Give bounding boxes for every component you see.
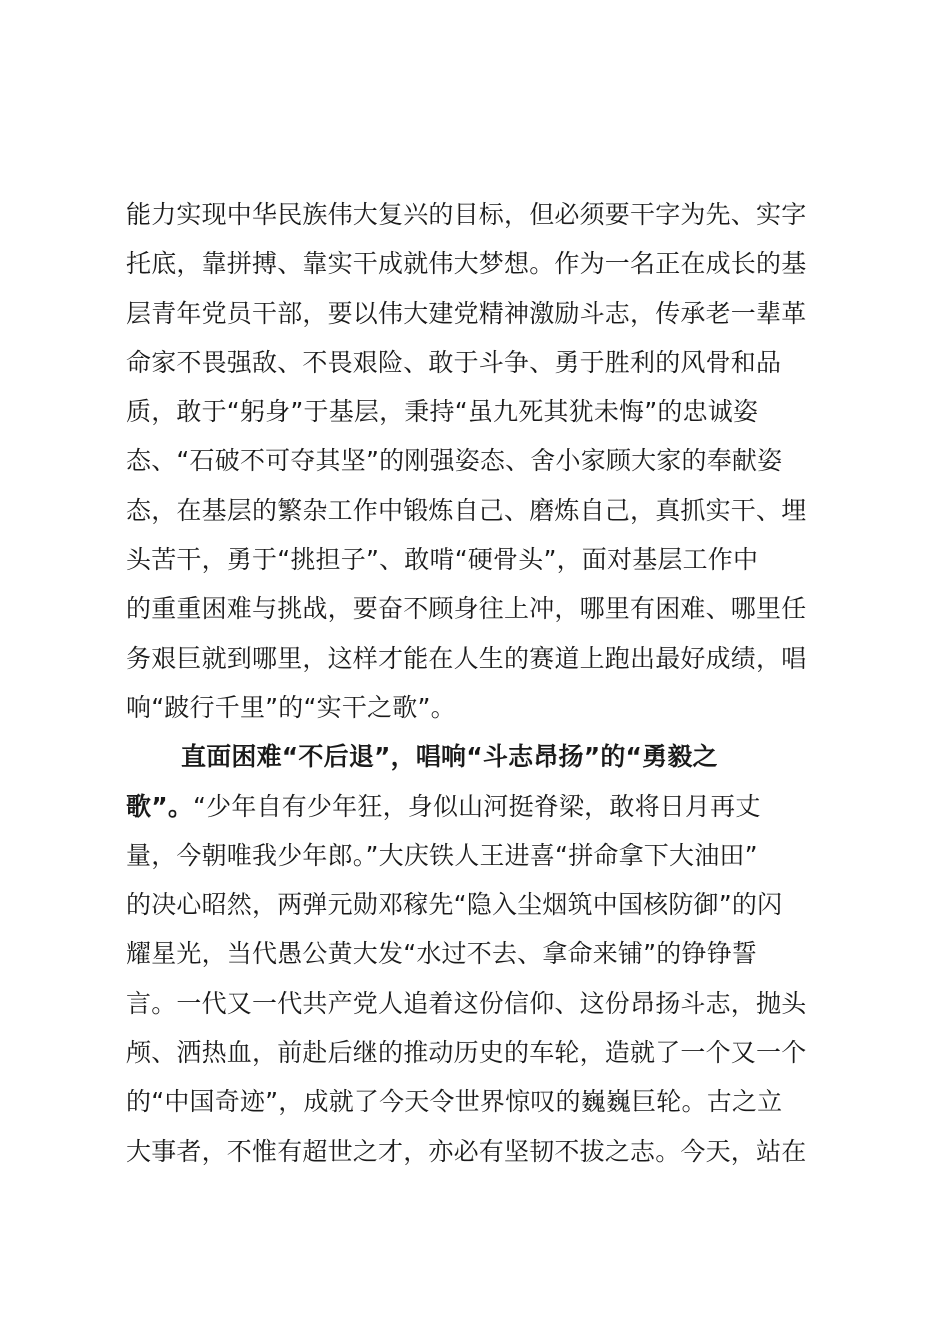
text-line — [126, 979, 826, 1028]
text-segment: 托底，靠拼搏、靠实干成就伟大梦想。作为一名正在成长的基 — [126, 249, 807, 279]
text-segment: 的决心昭然，两弹元勋邓稼先“隐入尘烟筑中国核防御”的闪 — [126, 890, 783, 920]
text-line — [126, 929, 826, 978]
text-segment: 的重重困难与挑战，要奋不顾身往上冲，哪里有困难、哪里任 — [126, 594, 807, 624]
text-line — [126, 732, 826, 781]
text-line — [126, 584, 826, 633]
text-line — [126, 535, 826, 584]
text-line — [126, 387, 826, 436]
text-segment: 层青年党员干部，要以伟大建党精神激励斗志，传承老一辈革 — [126, 298, 807, 328]
text-line — [126, 239, 826, 288]
text-line — [126, 683, 826, 732]
text-line — [126, 880, 826, 929]
text-line — [126, 634, 826, 683]
text-line — [126, 1127, 826, 1176]
text-segment: 命家不畏强敌、不畏艰险、敢于斗争、勇于胜利的风骨和品 — [126, 347, 782, 377]
text-segment: 响“跛行千里”的“实干之歌”。 — [126, 692, 456, 722]
text-line — [126, 289, 826, 338]
text-segment: 大事者，不惟有超世之才，亦必有坚韧不拔之志。今天，站在 — [126, 1136, 807, 1166]
text-line — [126, 338, 826, 387]
text-line — [126, 436, 826, 485]
text-line — [126, 1028, 826, 1077]
text-segment: 态、“石破不可夺其坚”的刚强姿态、舍小家顾大家的奉献姿 — [126, 446, 783, 476]
bold-text-segment: 歌”。 — [126, 791, 194, 821]
text-segment: 头苦干，勇于“挑担子”、敢啃“硬骨头”，面对基层工作中 — [126, 545, 759, 575]
text-segment: 颅、洒热血，前赴后继的推动历史的车轮，造就了一个又一个 — [126, 1038, 807, 1068]
text-segment: 质，敢于“躬身”于基层，秉持“虽九死其犹未悔”的忠诚姿 — [126, 397, 759, 427]
text-line — [126, 831, 826, 880]
text-segment: 务艰巨就到哪里，这样才能在人生的赛道上跑出最好成绩，唱 — [126, 643, 807, 673]
text-segment: 量，今朝唯我少年郎。”大庆铁人王进喜“拼命拿下大油田” — [126, 840, 758, 870]
bold-text-segment: 直面困难“不后退”，唱响“斗志昂扬”的“勇毅之 — [181, 742, 718, 772]
text-segment: 能力实现中华民族伟大复兴的目标，但必须要干字为先、实字 — [126, 200, 807, 229]
body-text — [126, 190, 826, 1176]
text-segment: 态，在基层的繁杂工作中锻炼自己、磨炼自己，真抓实干、埋 — [126, 495, 807, 525]
text-segment: 的“中国奇迹”，成就了今天令世界惊叹的巍巍巨轮。古之立 — [126, 1087, 783, 1117]
text-segment: 耀星光，当代愚公黄大发“水过不去、拿命来铺”的铮铮誓 — [126, 939, 758, 969]
text-line — [126, 486, 826, 535]
text-line — [126, 190, 826, 239]
text-line — [126, 782, 826, 831]
text-line — [126, 1077, 826, 1126]
text-segment: 言。一代又一代共产党人追着这份信仰、这份昂扬斗志，抛头 — [126, 988, 807, 1018]
text-segment: “少年自有少年狂，身似山河挺脊梁，敢将日月再丈 — [193, 791, 761, 821]
